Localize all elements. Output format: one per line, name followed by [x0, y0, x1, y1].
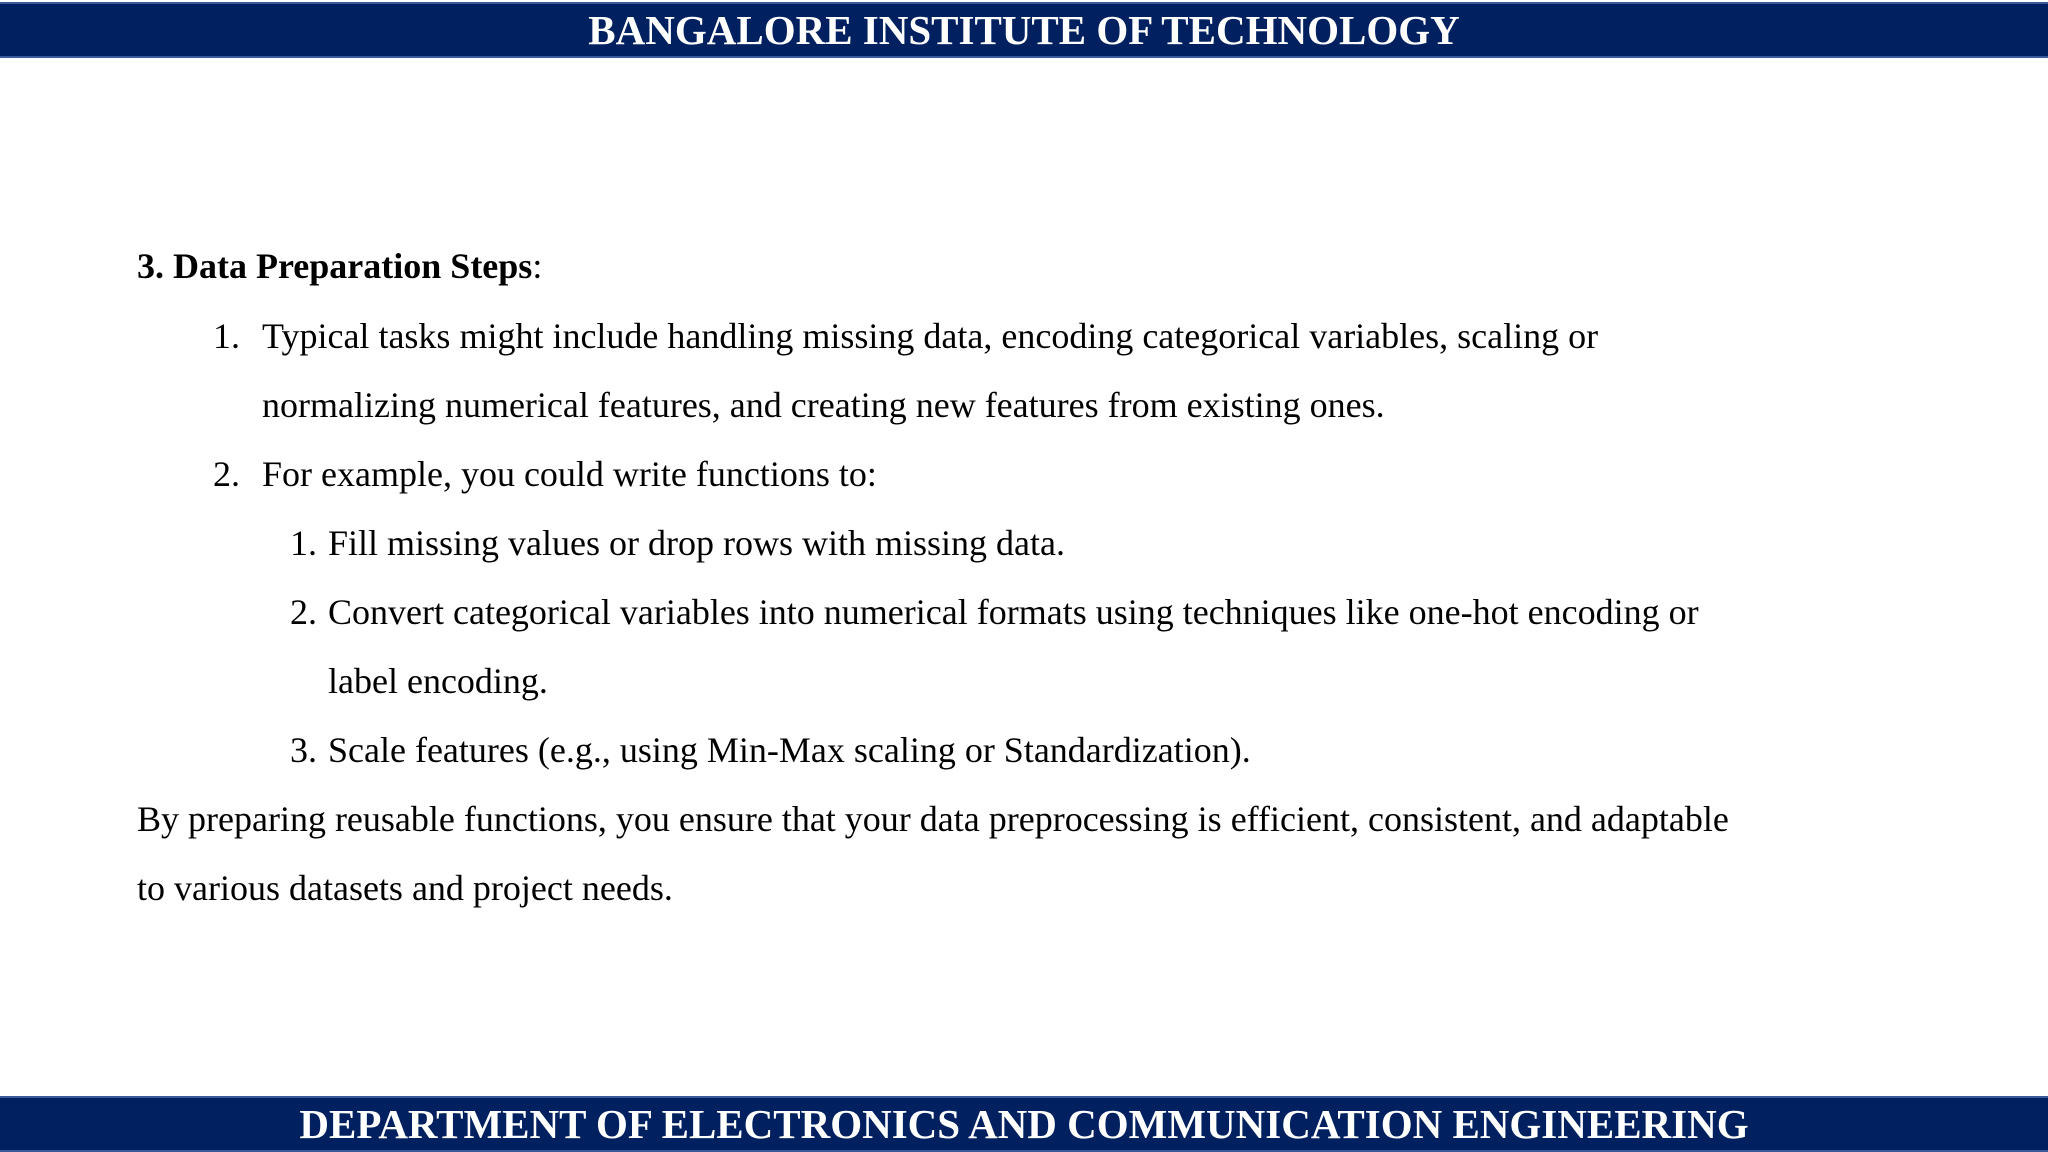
section-heading: [137, 244, 542, 288]
institute-title: BANGALORE INSTITUTE OF TECHNOLOGY: [588, 7, 1460, 53]
sublist-item-1-number: 1.: [290, 523, 317, 563]
list-item-2-line1: For example, you could write functions to:: [262, 454, 877, 494]
sublist-item-3-number: 3.: [290, 730, 317, 770]
footer-banner: [0, 1096, 2048, 1152]
section-heading-colon: :: [532, 246, 543, 286]
section-heading-text: 3. Data Preparation Steps: [137, 246, 533, 286]
conclusion-line1: By preparing reusable functions, you ensure that your data preprocessing is efficient, consistent, and adaptable: [137, 799, 1729, 839]
sublist-item-2-line2: label encoding.: [328, 661, 548, 701]
list-item-1-line2: normalizing numerical features, and creating new features from existing ones.: [262, 385, 1385, 425]
sublist-item-2-line1: Convert categorical variables into numerical formats using techniques like one-hot encoding or: [328, 592, 1699, 632]
sublist-item-1-line1: Fill missing values or drop rows with missing data.: [328, 523, 1065, 563]
list-item-1-number: 1.: [213, 316, 240, 356]
list-item-1-line1: Typical tasks might include handling missing data, encoding categorical variables, scaling or: [262, 316, 1599, 356]
header-banner: [0, 2, 2048, 58]
conclusion-line2: to various datasets and project needs.: [137, 868, 673, 908]
sublist-item-3-line1: Scale features (e.g., using Min-Max scaling or Standardization).: [328, 730, 1251, 770]
sublist-item-2-number: 2.: [290, 592, 317, 632]
department-title: DEPARTMENT OF ELECTRONICS AND COMMUNICATION ENGINEERING: [299, 1101, 1749, 1147]
list-item-2-number: 2.: [213, 454, 240, 494]
